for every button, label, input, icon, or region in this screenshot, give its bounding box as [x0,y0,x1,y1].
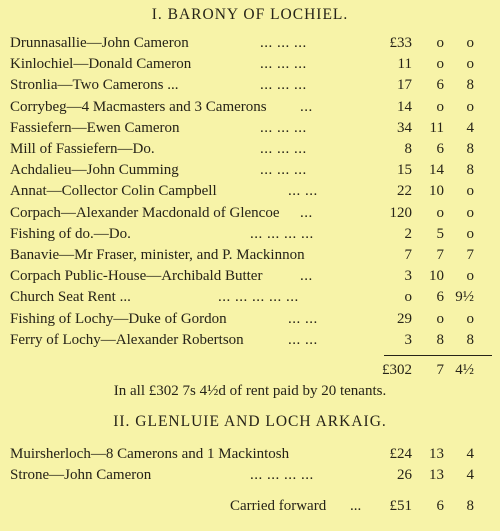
tenant-name: Drunnasallie—John Cameron [10,35,189,51]
amount-pounds: 3 [404,268,412,285]
amount-pence: 4 [466,446,474,462]
ledger-row [0,467,500,489]
ledger-row [0,446,500,468]
tenant-name: Banavie—Mr Fraser, minister, and P. Mackinnon [10,247,305,263]
leader-dots: ... ... [288,331,318,348]
amount-pounds: 120 [389,204,412,221]
leader-dots: ... ... ... [260,56,307,73]
section-1-title: I. BARONY OF LOCHIEL. [151,6,349,23]
amount-pence: o [466,98,474,115]
ledger-row [0,311,500,333]
amount-pence: o [466,35,474,51]
ledger-row [0,183,500,205]
amount-pence: 9½ [455,289,474,306]
amount-pence: 4 [466,467,474,483]
leader-dots: ... ... ... ... ... [218,289,299,306]
carried-forward-dots: ... [350,498,362,514]
amount-shillings: 6 [436,289,444,306]
total-shillings: 7 [436,362,444,378]
tenant-name: Corpach—Alexander Macdonald of Glencoe [10,204,280,221]
tenant-name: Corpach Public-House—Archibald Butter [10,268,263,285]
leader-dots: ... [300,98,313,115]
ledger-row [0,162,500,184]
tenant-name: Fassiefern—Ewen Cameron [10,119,180,136]
amount-pence: o [466,310,474,327]
section-1-summary: In all £302 7s 4½d of rent paid by 20 tenants. [113,383,387,399]
amount-pounds: 3 [404,331,412,348]
amount-shillings: 13 [429,446,444,462]
leader-dots: ... ... ... [260,141,307,157]
leader-dots: ... ... ... ... [250,467,314,483]
carried-forward-pounds: £51 [389,498,412,514]
amount-shillings: 14 [429,162,444,179]
tenant-name: Strone—John Cameron [10,467,152,483]
amount-pounds: 22 [397,183,412,200]
tenant-name: Achdalieu—John Cumming [10,162,179,179]
amount-shillings: 8 [436,331,444,348]
amount-shillings: o [436,204,444,221]
leader-dots: ... ... [288,310,318,327]
amount-pence: 8 [466,77,474,94]
amount-shillings: o [436,98,444,115]
tenant-name: Church Seat Rent ... [10,289,131,306]
amount-pence: 8 [466,141,474,157]
leader-dots: ... ... ... [260,35,307,51]
leader-dots: ... ... ... [260,77,307,94]
amount-pence: o [466,183,474,200]
amount-pounds: 14 [397,98,412,115]
amount-pounds: o [404,289,412,306]
amount-pounds: 34 [397,119,412,136]
amount-pence: o [466,204,474,221]
carried-forward-pence: 8 [466,498,474,514]
amount-pounds: £33 [389,35,412,51]
amount-shillings: 5 [436,225,444,242]
amount-shillings: o [436,56,444,73]
ledger-row [0,99,500,121]
ledger-row [0,56,500,78]
amount-shillings: 7 [436,247,444,263]
amount-shillings: o [436,35,444,51]
amount-pounds: 11 [397,56,412,73]
tenant-name: Corrybeg—4 Macmasters and 3 Camerons [10,98,267,115]
amount-pounds: 8 [404,141,412,157]
ledger-row [0,141,500,163]
leader-dots: ... [300,204,313,221]
amount-pence: 8 [466,162,474,179]
ledger-row [0,77,500,99]
amount-pence: 7 [466,247,474,263]
tenant-name: Mill of Fassiefern—Do. [10,141,155,157]
ledger-row [0,226,500,248]
amount-pence: o [466,56,474,73]
amount-shillings: 6 [436,77,444,94]
section-2-title: II. GLENLUIE AND LOCH ARKAIG. [113,413,387,430]
tenant-name: Ferry of Lochy—Alexander Robertson [10,331,244,348]
amount-shillings: o [436,310,444,327]
tenant-name: Annat—Collector Colin Campbell [10,183,217,200]
ledger-row [0,247,500,269]
amount-shillings: 10 [429,183,444,200]
tenant-name: Muirsherloch—8 Camerons and 1 Mackintosh [10,446,290,462]
total-row [0,362,500,384]
carried-forward-row [0,498,500,520]
leader-dots: ... ... [288,183,318,200]
amount-shillings: 6 [436,141,444,157]
amount-pounds: 26 [397,467,412,483]
amount-pounds: 15 [397,162,412,179]
leader-dots: ... [300,268,313,285]
total-pence: 4½ [455,362,474,378]
carried-forward-label: Carried forward [230,498,327,514]
ledger-row [0,268,500,290]
ledger-row [0,35,500,57]
ledger-row [0,332,500,354]
tenant-name: Stronlia—Two Camerons ... [10,77,179,94]
leader-dots: ... ... ... ... [250,225,314,242]
amount-pence: 8 [466,331,474,348]
amount-pounds: £24 [389,446,412,462]
amount-pence: 4 [466,119,474,136]
tenant-name: Fishing of Lochy—Duke of Gordon [10,310,227,327]
amount-pounds: 17 [397,77,412,94]
leader-dots: ... ... ... [260,162,307,179]
leader-dots: ... ... ... [260,119,307,136]
amount-shillings: 11 [429,119,444,136]
ledger-row [0,205,500,227]
tenant-name: Fishing of do.—Do. [10,225,131,242]
amount-shillings: 13 [429,467,444,483]
ledger-row [0,120,500,142]
carried-forward-shillings: 6 [436,498,444,514]
amount-pence: o [466,268,474,285]
ledger-row [0,289,500,311]
amount-pounds: 29 [397,310,412,327]
total-rule [384,355,492,356]
amount-pence: o [466,225,474,242]
amount-pounds: 2 [404,225,412,242]
total-pounds: £302 [382,362,412,378]
tenant-name: Kinlochiel—Donald Cameron [10,56,192,73]
amount-shillings: 10 [429,268,444,285]
amount-pounds: 7 [404,247,412,263]
